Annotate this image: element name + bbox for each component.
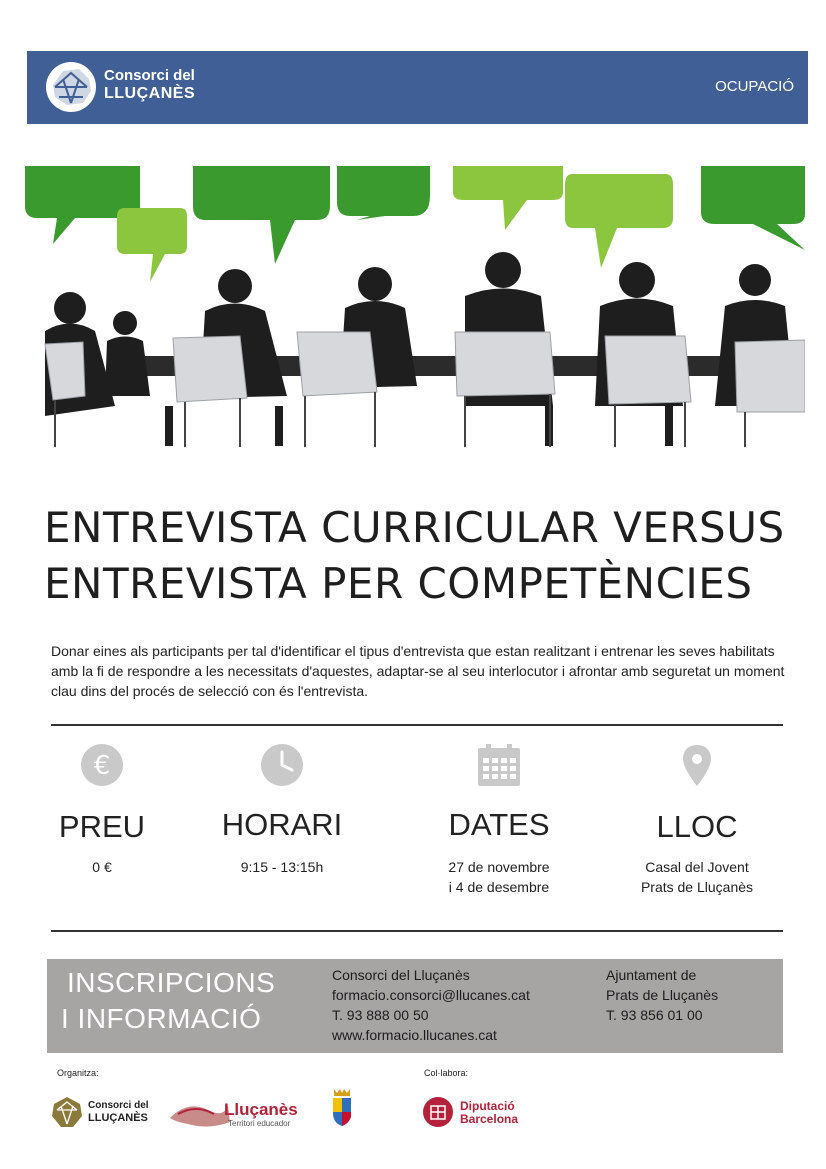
location-label: LLOC [656,809,738,844]
title-line2: ENTREVISTA PER COMPETÈNCIES [44,559,753,608]
speech-bubbles [25,166,805,282]
dates-value-line2: i 4 de desembre [448,879,550,895]
location-value-line2: Prats de Lluçanès [640,879,754,895]
location-value-line1: Casal del Jovent [645,859,749,875]
location-pin-icon [675,743,719,787]
detail-price [40,743,164,877]
dates-value-line1: 27 de novembre [448,859,550,875]
clock-icon [260,743,304,787]
registration-heading [61,965,275,1037]
schedule-value: 9:15 - 13:15h [240,859,324,875]
consorci-logo-icon [45,61,97,113]
logo-consorci [51,1096,161,1130]
logo1-line1: Consorci del [88,1100,149,1111]
brand-line1: Consorci del [104,67,195,84]
contact1-phone: T. 93 888 00 50 [332,1007,429,1023]
logo4-line2: Barcelona [460,1112,519,1126]
price-label: PREU [58,809,146,844]
logo1-line2: LLUÇANÈS [88,1112,148,1124]
meeting-illustration-icon [25,166,805,447]
contact2-phone: T. 93 856 01 00 [606,1007,703,1023]
divider-bottom [51,930,783,932]
logo2-text: Lluçanès [224,1100,298,1119]
consorci-footer-logo-icon [51,1096,83,1128]
svg-text:€: € [93,751,111,781]
calendar-icon [477,743,521,787]
title-line1: ENTREVISTA CURRICULAR VERSUS [44,503,785,552]
collabora-label: Col·labora: [424,1068,469,1078]
hero-image [25,166,805,447]
contact1-email[interactable]: formacio.consorci@llucanes.cat [332,987,530,1003]
euro-icon [80,743,124,787]
contact2-name-line1: Ajuntament de [606,967,697,983]
logo4-line1: Diputació [460,1099,515,1113]
detail-schedule [200,743,364,877]
logo-ajuntament-shield [331,1087,353,1127]
organitza-label: Organitza: [57,1068,99,1078]
contact1-name: Consorci del Lluçanès [332,967,470,983]
price-value: 0 € [92,859,112,875]
section-label: OCUPACIÓ [715,78,794,95]
brand-name [104,67,195,103]
contact1-web[interactable]: www.formacio.llucanes.cat [332,1027,497,1043]
registration-box [47,959,783,1053]
detail-location [618,743,776,897]
contact-ajuntament [606,965,718,1025]
registration-heading-line2: I INFORMACIÓ [61,1003,262,1034]
divider-top [51,724,783,726]
detail-dates [420,743,578,897]
logo2-sub: Territori educador [228,1119,291,1128]
registration-heading-line1: INSCRIPCIONS [67,967,276,998]
contact2-name-line2: Prats de Lluçanès [606,987,719,1003]
brand-line2: LLUÇANÈS [104,85,196,102]
diputacio-emblem-icon [422,1096,454,1128]
contact-consorci [332,965,530,1045]
page-title [44,500,785,612]
header-bar [27,51,808,124]
dates-label: DATES [448,807,550,842]
course-description: Donar eines als participants per tal d'identificar el tipus d'entrevista que estan realitzant i entrenar les seves habilitats amb la fi de respondre a les necessitats d'aquestes, adaptar-se al seu interlocutor i afrontar amb seguretat un moment clau dins del procés de selecció con és l'entrevista. [51,643,785,699]
municipal-shield-icon [331,1087,353,1127]
schedule-label: HORARI [221,807,343,842]
logo-llucanes-territori [168,1096,308,1130]
logo-diputacio-barcelona [422,1096,542,1130]
